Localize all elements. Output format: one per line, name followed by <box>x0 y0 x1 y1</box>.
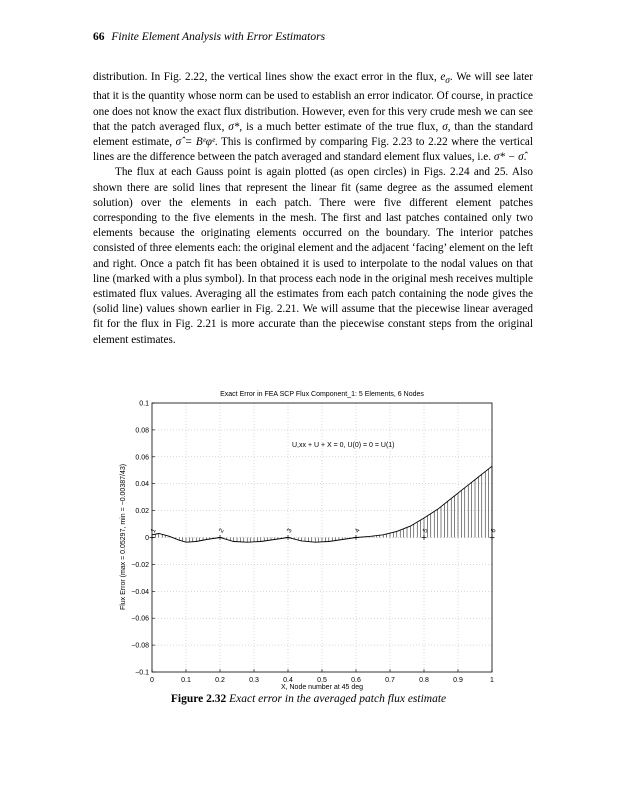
y-tick-label: 0.04 <box>135 481 149 489</box>
math-true-flux: σ <box>442 120 448 133</box>
y-tick-label: −0.04 <box>131 588 149 596</box>
math-difference: σ* − σ̂ <box>493 151 524 164</box>
chart-annotation: U,xx + U + X = 0, U(0) = 0 = U(1) <box>292 442 395 449</box>
node-label: 1 <box>149 527 158 535</box>
y-tick-label: 0.02 <box>135 508 149 516</box>
paragraph-1 <box>93 70 533 165</box>
x-tick-label: 0.9 <box>453 677 463 684</box>
y-tick-label: 0.06 <box>135 454 149 462</box>
p1-s1: distribution. In Fig. 2.22, the vertical lines show the exact error in the flux, <box>93 71 437 83</box>
running-title: Finite Element Analysis with Error Estimators <box>111 31 326 43</box>
error-hatching <box>149 466 492 542</box>
p1-s3: , is a much better estimate of the true flux, <box>239 120 439 133</box>
node-label: 2 <box>217 527 226 535</box>
caption-text: Exact error in the averaged patch flux estimate <box>229 693 447 705</box>
error-chart <box>110 385 535 695</box>
p1-s6: . <box>523 151 527 164</box>
x-tick-label: 0.5 <box>317 677 327 684</box>
caption-label: Figure 2.32 <box>170 693 227 705</box>
paragraph-2: The flux at each Gauss point is again plotted (as open circles) in Figs. 2.24 and 25. Also shown there are solid lines that represent the linear fit (same degree as the assumed element solution) over the elements in each patch. There were five different element patches corresponding to the five elements in the mesh. The first and last patches contained only two elements because the originating elements occurred on the boundary. The interior patches consisted of three elements each: the original element and the adjacent ‘facing’ element on the left and right. Once a patch fit has been obtained it is used to interpolate to the nodal values on that line (marked with a plus symbol). In that process each node in the original mesh receives multiple estimated flux values. Averaging all the estimates from each patch containing the node gives the (solid line) values shown earlier in Fig. 2.21. We will assume that the piecewise linear averaged fit for the flux in Fig. 2.21 is more accurate than the piecewise constant steps from the original element estimates. <box>93 166 533 346</box>
x-tick-label: 0.8 <box>419 677 429 684</box>
y-tick-label: 0 <box>145 535 149 542</box>
chart-title: Exact Error in FEA SCP Flux Component_1: 5 Elements, 6 Nodes <box>220 391 424 398</box>
figure-caption <box>0 693 617 705</box>
p1-s5: . This is confirmed by comparing Fig. 2.23 to 2.22 where the vertical lines are the difference between the patch averaged and standard element flux values, i.e. <box>93 136 533 164</box>
node-label: 6 <box>489 527 498 535</box>
x-tick-label: 0.6 <box>351 677 361 684</box>
p1-s2: . We will see later that it is the quantity whose norm can be used to establish an error indicator. Of course, in practice one does not know the exact flux distribution. However, even for this very crude mesh we can see that the patch averaged flux, <box>93 71 533 133</box>
x-tick-label: 0.1 <box>181 677 191 684</box>
running-head <box>93 31 325 43</box>
x-axis-label: X, Node number at 45 deg <box>280 684 364 691</box>
node-label: 4 <box>353 527 362 535</box>
x-tick-label: 0.2 <box>215 677 225 684</box>
y-tick-label: −0.1 <box>135 669 149 677</box>
y-axis-label: Flux Error (max = 0.05297, min = −0.00387/43) <box>120 463 127 611</box>
math-element-estimate: σ̂ = Bᵉφᵉ <box>175 136 215 149</box>
node-label: 5 <box>421 527 430 535</box>
page-number: 66 <box>93 31 105 43</box>
x-tick-label: 0 <box>150 677 154 684</box>
math-error-flux: $e_\sigma$ <box>440 71 450 87</box>
math-patch-flux: σ* <box>228 120 240 133</box>
node-markers <box>150 527 498 540</box>
y-tick-label: −0.02 <box>131 561 149 569</box>
x-tick-label: 0.4 <box>283 677 293 684</box>
y-tick-label: 0.1 <box>139 400 149 408</box>
x-tick-label: 0.7 <box>385 677 395 684</box>
y-tick-label: 0.08 <box>135 427 149 435</box>
node-label: 3 <box>285 527 294 535</box>
x-tick-label: 0.3 <box>249 677 259 684</box>
y-tick-label: −0.06 <box>131 615 149 623</box>
y-tick-label: −0.08 <box>131 642 149 650</box>
p1-s4: , than the standard element estimate, <box>93 120 534 149</box>
body-text <box>93 70 533 348</box>
x-tick-label: 1 <box>490 677 494 684</box>
figure <box>110 385 535 695</box>
